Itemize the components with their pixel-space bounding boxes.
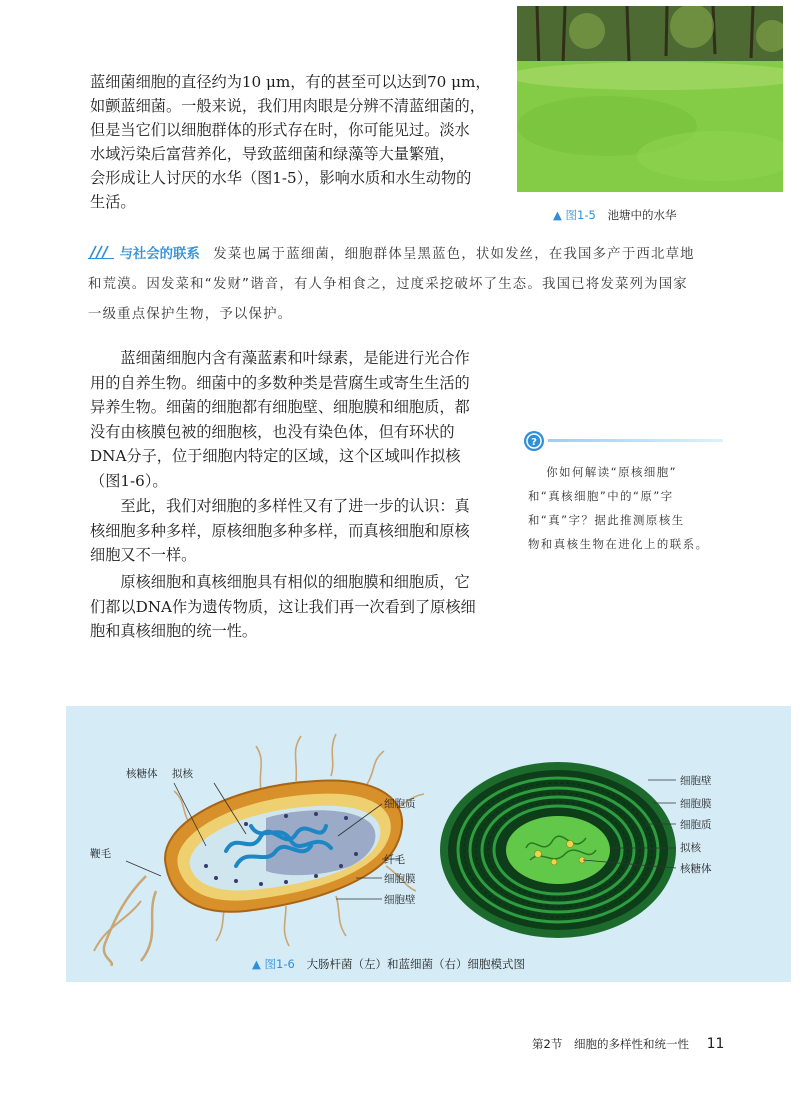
text-line: 蓝细菌细胞的直径约为10 μm，有的甚至可以达到70 μm， bbox=[90, 73, 491, 91]
think-box-text bbox=[528, 460, 728, 556]
text-line: 物和真核生物在进化上的联系。 bbox=[528, 537, 709, 551]
think-box-divider bbox=[548, 439, 723, 442]
figure-1-5-caption bbox=[553, 207, 676, 223]
page-footer bbox=[532, 1036, 724, 1052]
text-line: 你如何解读“原核细胞” bbox=[546, 465, 678, 479]
text-line: 细胞又不一样。 bbox=[90, 546, 197, 564]
text-line: 蓝细菌细胞内含有藻蓝素和叶绿素，是能进行光合作 bbox=[120, 349, 470, 367]
pond-algal-bloom-photo bbox=[517, 6, 783, 192]
text-line: 水域污染后富营养化，导致蓝细菌和绿藻等大量繁殖， bbox=[90, 145, 455, 163]
footer-title: 细胞的多样性和统一性 bbox=[573, 1037, 689, 1051]
text-line: 原核细胞和真核细胞具有相似的细胞膜和细胞质，它 bbox=[120, 573, 470, 591]
label-ribosome: 核糖体 bbox=[126, 768, 158, 780]
figure-1-6-panel bbox=[66, 706, 791, 982]
slash-lines-icon bbox=[88, 245, 114, 259]
intro-paragraph bbox=[90, 70, 510, 214]
triangle-marker-icon: ▲ bbox=[553, 208, 562, 222]
figure-caption-text: 池塘中的水华 bbox=[607, 208, 677, 222]
text-line: 核细胞多种多样，原核细胞多种多样，而真核细胞和原核 bbox=[90, 521, 470, 540]
label-wall-right: 细胞壁 bbox=[680, 775, 712, 787]
pond-illustration bbox=[517, 6, 783, 192]
label-flagellum: 鞭毛 bbox=[90, 848, 111, 860]
text-line: 如颤蓝细菌。一般来说，我们用肉眼是分辨不清蓝细菌的， bbox=[90, 97, 485, 115]
society-line-2: 和荒漠。因发菜和“发财”谐音，有人争相食之，过度采挖破坏了生态。我国已将发菜列为国家 bbox=[88, 277, 688, 292]
label-membrane: 细胞膜 bbox=[384, 873, 416, 885]
figure-1-6-caption bbox=[252, 956, 525, 972]
body-paragraph-2 bbox=[90, 494, 510, 568]
question-bubble-icon bbox=[523, 430, 545, 452]
label-membrane-right: 细胞膜 bbox=[680, 798, 712, 810]
text-line: 用的自养生物。细菌中的多数种类是营腐生或寄生生活的 bbox=[90, 373, 470, 392]
page-number: 11 bbox=[706, 1036, 725, 1052]
society-connection-box bbox=[88, 240, 728, 330]
text-line: 胞和真核细胞的统一性。 bbox=[90, 622, 258, 640]
label-ribosome-right: 核糖体 bbox=[680, 863, 712, 875]
label-cytoplasm-right: 细胞质 bbox=[680, 819, 712, 831]
footer-section: 第2节 bbox=[532, 1037, 563, 1051]
label-nucleoid: 拟核 bbox=[172, 768, 193, 780]
figure-number: 图1-5 bbox=[565, 208, 596, 222]
figure-number: 图1-6 bbox=[264, 957, 295, 971]
text-line: 和“真核细胞”中的“原”字 bbox=[528, 489, 674, 503]
label-cytoplasm: 细胞质 bbox=[384, 798, 416, 810]
text-line: 异养生物。细菌的细胞都有细胞壁、细胞膜和细胞质，都 bbox=[90, 398, 470, 416]
triangle-marker-icon: ▲ bbox=[252, 957, 261, 971]
text-line: 没有由核膜包被的细胞核，也没有染色体，但有环状的 bbox=[90, 422, 455, 441]
text-line: 会形成让人讨厌的水华（图1-5），影响水质和水生动物的 bbox=[90, 169, 472, 187]
label-wall: 细胞壁 bbox=[384, 894, 416, 906]
body-paragraph-3 bbox=[90, 570, 510, 644]
figure-caption-text: 大肠杆菌（左）和蓝细菌（右）细胞模式图 bbox=[306, 957, 525, 971]
text-line: 至此，我们对细胞的多样性又有了进一步的认识：真 bbox=[120, 497, 470, 515]
svg-text:?: ? bbox=[531, 437, 537, 448]
society-text: 发菜也属于蓝细菌，细胞群体呈黑蓝色，状如发丝，在我国多产于西北草地 bbox=[213, 247, 695, 262]
text-line: 生活。 bbox=[90, 193, 136, 211]
e-coli-cell-diagram bbox=[86, 726, 446, 966]
label-nucleoid-right: 拟核 bbox=[680, 842, 701, 854]
text-line: DNA分子，位于细胞内特定的区域，这个区域叫作拟核 bbox=[90, 447, 461, 465]
label-pilus: 纤毛 bbox=[384, 854, 405, 866]
society-tag: 与社会的联系 bbox=[119, 247, 200, 262]
text-line: 们都以DNA作为遗传物质，这让我们再一次看到了原核细 bbox=[90, 597, 476, 616]
text-line: 和“真”字？据此推测原核生 bbox=[528, 513, 685, 527]
text-line: 但是当它们以细胞群体的形式存在时，你可能见过。淡水 bbox=[90, 121, 470, 139]
body-paragraph-1 bbox=[90, 346, 510, 493]
text-line: （图1-6）。 bbox=[90, 471, 168, 490]
society-line-1 bbox=[88, 240, 728, 270]
society-line-3: 一级重点保护生物，予以保护。 bbox=[88, 307, 293, 322]
